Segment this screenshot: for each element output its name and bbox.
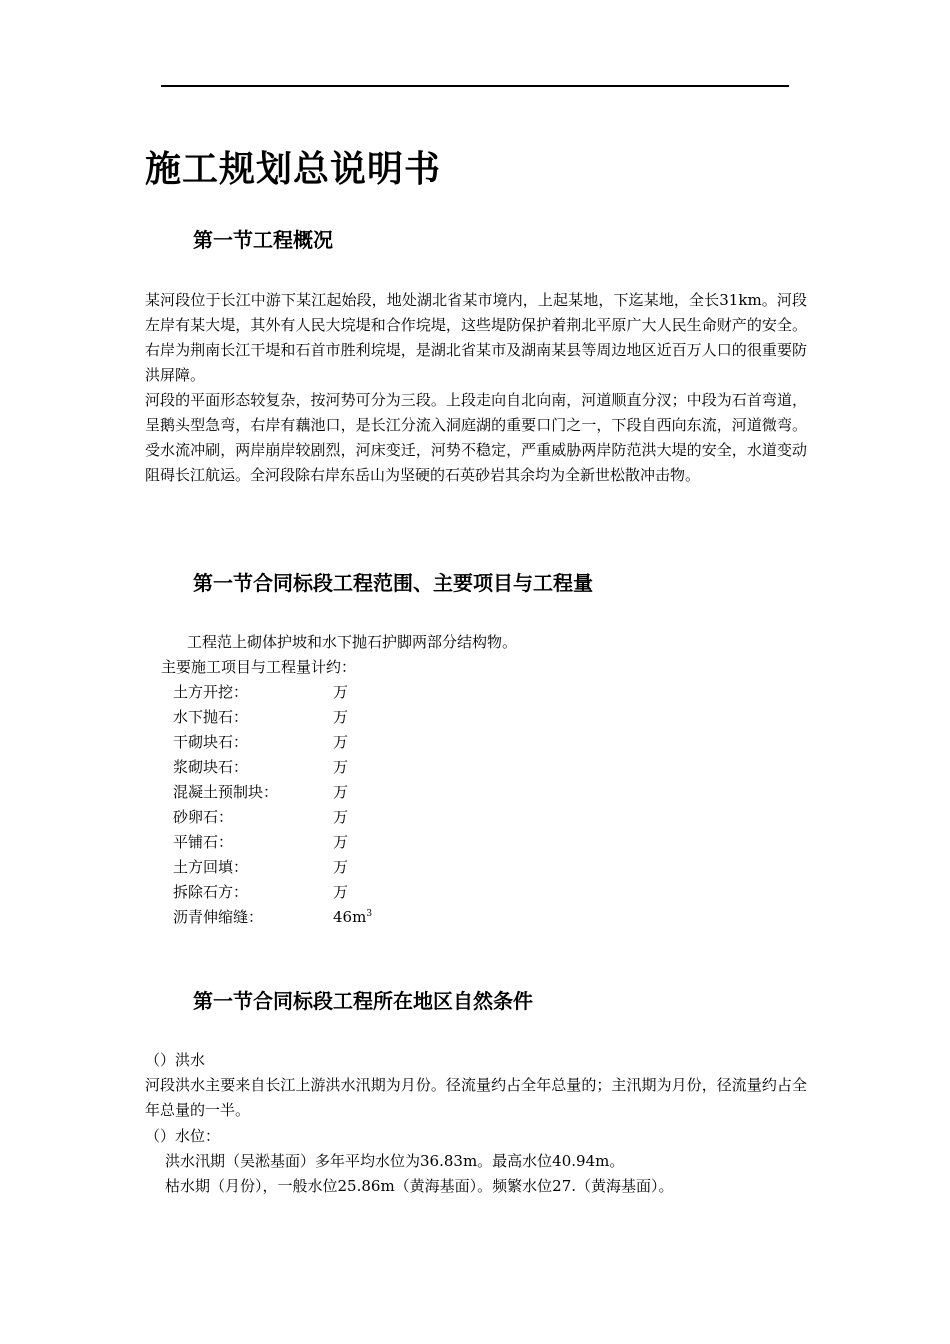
item-quantity: 万 (333, 683, 349, 701)
section-1-paragraph-2: 河段的平面形态较复杂，按河势可分为三段。上段走向自北向南，河道顺直分汊；中段为石首弯道，呈鹅头型急弯，右岸有藕池口，是长江分流入洞庭湖的重要口门之一，下段自西向东流，河道微弯。受水流冲刷，两岸崩岸较剧烈，河床变迁，河势不稳定，严重威胁两岸防范洪大堤的安全，水道变动阻碍长江航运。全河段除右岸东岳山为坚硬的石英砂岩其余均为全新世松散冲击物。 (145, 391, 807, 484)
item-quantity: 万 (333, 733, 349, 751)
list-item (173, 830, 573, 855)
section-2-heading: 第一节合同标段工程范围、主要项目与工程量 (193, 571, 593, 595)
item-name: 沥青伸缩缝： (173, 908, 264, 926)
section-1-paragraph-1: 某河段位于长江中游下某江起始段，地处湖北省某市境内，上起某地，下迄某地，全长31km。河段左岸有某大堤，其外有人民大垸堤和合作垸堤，这些堤防保护着荆北平原广大人民生命财产的安全。右岸为荆南长江干堤和石首市胜利垸堤，是湖北省某市及湖南某县等周边地区近百万人口的很重要防洪屏障。 (145, 291, 807, 384)
item-name: 砂卵石： (173, 808, 234, 826)
water-level-flood-season: 洪水汛期（吴淞基面）多年平均水位为36.83m。最高水位40.94m。 (165, 1152, 625, 1170)
item-quantity-superscript: 3 (366, 909, 373, 919)
item-quantity: 万 (333, 833, 349, 851)
section-1-heading: 第一节工程概况 (193, 228, 333, 252)
item-quantity: 万 (333, 708, 349, 726)
water-level-label: （）水位： (145, 1127, 221, 1145)
item-name: 混凝土预制块： (173, 783, 279, 801)
item-name: 水下抛石： (173, 708, 249, 726)
list-item (173, 780, 573, 805)
item-quantity-value: 46m (333, 908, 367, 926)
item-name: 干砌块石： (173, 733, 249, 751)
list-item (173, 755, 573, 780)
item-name: 浆砌块石： (173, 758, 249, 776)
item-name: 土方开挖： (173, 683, 249, 701)
item-name: 拆除石方： (173, 883, 249, 901)
header-rule (161, 85, 789, 87)
item-name: 土方回填： (173, 858, 249, 876)
flood-paragraph: 河段洪水主要来自长江上游洪水汛期为月份。径流量约占全年总量的；主汛期为月份，径流量约占全年总量的一半。 (145, 1076, 807, 1119)
quantity-list-title: 主要施工项目与工程量计约： (161, 658, 357, 676)
item-quantity (333, 905, 372, 930)
document-title: 施工规划总说明书 (145, 149, 442, 190)
list-item (173, 855, 573, 880)
section-3-heading: 第一节合同标段工程所在地区自然条件 (193, 989, 533, 1013)
flood-label: （）洪水 (145, 1051, 206, 1069)
list-item (173, 730, 573, 755)
item-quantity: 万 (333, 758, 349, 776)
list-item (173, 905, 573, 930)
list-item (173, 680, 573, 705)
quantity-list (173, 680, 573, 930)
item-quantity: 万 (333, 858, 349, 876)
water-level-dry-season: 枯水期（月份），一般水位25.86m（黄海基面）。频繁水位27.（黄海基面）。 (165, 1177, 674, 1195)
list-item (173, 705, 573, 730)
item-quantity: 万 (333, 783, 349, 801)
item-quantity: 万 (333, 808, 349, 826)
list-item (173, 880, 573, 905)
item-name: 平铺石： (173, 833, 234, 851)
list-item (173, 805, 573, 830)
section-2-intro: 工程范上砌体护坡和水下抛石护脚两部分结构物。 (187, 633, 518, 651)
item-quantity: 万 (333, 883, 349, 901)
